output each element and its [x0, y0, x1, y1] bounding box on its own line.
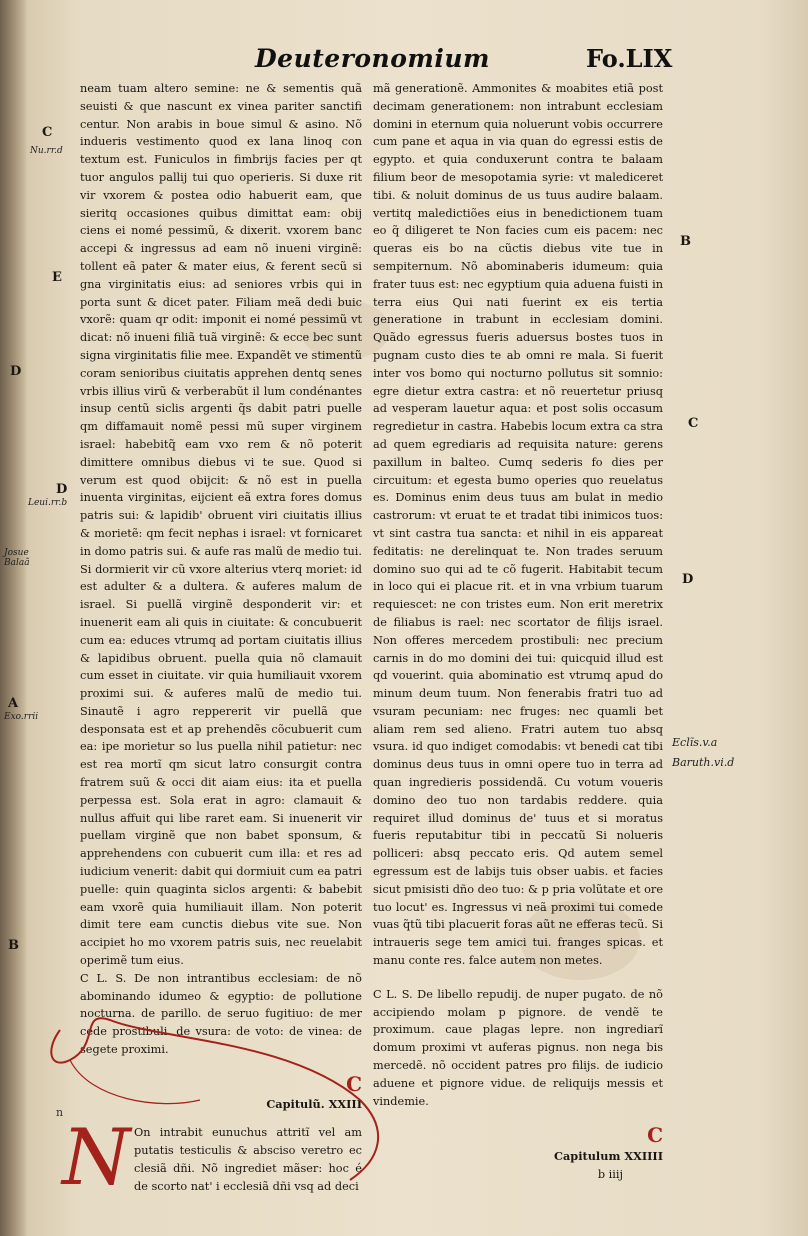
margin-section-letter: D: [682, 572, 694, 587]
left-column: [56, 80, 362, 1204]
chapter-label: Capitulum XXIIII: [554, 1149, 663, 1164]
right-chapter-heading: [373, 1110, 663, 1165]
rubric-paragraph-mark: C: [346, 1071, 362, 1096]
chapter-label: Capitulũ. XXIII: [266, 1097, 362, 1112]
left-chapter-heading: [80, 1059, 362, 1114]
margin-note: Josue Balaã: [4, 548, 30, 568]
right-column: [373, 80, 663, 1184]
margin-section-letter: C: [42, 125, 53, 140]
signature-mark: b iiij: [597, 1167, 623, 1181]
margin-note: Nu.rr.d: [30, 146, 63, 156]
margin-note: Baruth.vi.d: [672, 756, 735, 769]
drop-cap-initial: N: [62, 1113, 131, 1204]
chapter-opening: [56, 1106, 362, 1204]
guide-letter: n: [56, 1106, 64, 1120]
margin-section-letter: D: [10, 364, 22, 379]
margin-section-letter: B: [8, 938, 19, 953]
margin-note: Leui.rr.b: [28, 498, 68, 508]
margin-section-letter: C: [688, 416, 699, 431]
folio-number: Fo.LIX: [586, 44, 673, 73]
margin-section-letter: A: [8, 696, 19, 711]
chapter-opening-text: On intrabit eunuchus attritĩ vel am putatis testiculis & absciso veretro ec clesiã dñi. Nõ ingrediet mãser: hoc é de scorto nat' i ecclesiã dñi vsq ad deci: [134, 1126, 362, 1193]
rubric-paragraph-mark: C: [647, 1123, 663, 1148]
left-chapter-summary: C L. S. De non intrantibus ecclesiam: de nõ abominando idumeo & egyptio: de pollutione nocturna. de parillo. de seruo fugitiuo: de mer cede prostibuli. de vsura: de voto: de vinea: de segete proximi.: [80, 971, 362, 1057]
margin-section-letter: D: [56, 482, 68, 497]
margin-note: Eclĩs.v.a: [672, 736, 718, 749]
right-body-text: mã generationẽ. Ammonites & moabites etiã post decimam generationem: non intrabunt ecclesiam domini in eternum quia noluerunt vobis occurrere cum pane et aqua in via quan do egressi estis de egypto. et quia conduxerunt contra te balaam filium beor de mesopotamia syrie: vt malediceret tibi. & noluit dominus de us tuus audire balaam. vertitq maledictiões eius in benedictionem tuam eo q̃ diligeret te Non facies cum eis pacem: nec queras eis bo na cũctis diebus vite tue in sempiternum. Nõ abominaberis idumeum: quia frater tuus est: nec egyptium quia aduena fuisti in terra eius Qui nati fuerint ex eis tertia generatione in trabunt in ecclesiam domini. Quãdo egressus fueris aduersus bostes tuos in pugnam custo dies te ab omni re mala. Si fuerit inter vos bomo qui nocturno pollutus sit somnio: egre dietur extra castra: et nõ reuertetur priusq ad vesperam lauetur aqua: et post solis occasum regredietur in castra. Habebis locum extra ca stra ad quem egrediaris ad requisita nature: gerens paxillum in balteo. Cumq sederis fo dies per circuitum: et egesta bumo operies quo reuelatus es. Dominus enim deus tuus am bulat in medio castrorum: vt eruat te et tradat tibi inimicos tuos: vt sint castra tua sancta: et nihil in eis appareat feditatis: ne derelinquat te. Non trades seruum domino suo qui ad te cõ fugerit. Habitabit tecum in loco qui ei placue rit. et in vna vrbium tuarum requiescet: ne con tristes eum. Non erit meretrix de filiabus is rael: nec scortator de filijs israel. Non offeres mercedem prostibuli: nec precium carnis in do mo domini dei tui: quicquid illud est qd vouerint. quia abominatio est vtrumq apud do minum deum tuum. Non fenerabis fratri tuo ad vsuram pecuniam: nec fruges: nec quamli bet aliam rem sed alieno. Fratri autem tuo absq vsura. id quo indiget comodabis: vt benedi cat tibi dominus deus tuus in omni opere tuo in terra ad quan ingredieris possidendã. Cu votum voueris domino deo tuo non tardabis reddere. quia requiret illud dominus de' tuus et si moratus fueris reputabitur tibi in peccatũ Si nolueris polliceri: absq peccato eris. Qd autem semel egressum est de labijs tuis obser uabis. et facies sicut pmisisti dño deo tuo: & p pria volũtate et ore tuo locut' es. Ingressus vi neã proximi tui comede vuas q̃tũ tibi placuerit foras aũt ne efferas tecũ. Si intraueris sege tem amici tui. franges spicas. et manu conte res. falce autem non metes.: [373, 82, 663, 968]
margin-section-letter: E: [52, 270, 62, 285]
book-gutter: [0, 0, 39, 1236]
margin-section-letter: B: [680, 234, 691, 249]
running-head: Deuteronomium: [255, 44, 490, 73]
left-body-text: neam tuam altero semine: ne & sementis quã seuisti & que nascunt ex vinea pariter sanctifi centur. Non arabis in boue simul & asino. Nõ indueris vestimento quod ex lana linoq con textum est. Funiculos in fimbrijs facies per qt tuor angulos pallij tui quo operieris. Si duxe rit vir vxorem & postea odio habuerit eam, que sieritq occasiones quibus dimittat eam: obij ciens ei nomé pessimũ, & dixerit. vxorem banc accepi & ingressus ad eam nõ inueni virginẽ: tollent eã pater & mater eius, & ferent secũ si gna virginitatis eius: ad seniores vrbis qui in porta sunt & dicet pater. Filiam meã dedi buic vxorẽ: quam qr odit: imponit ei nomé pessimũ vt dicat: nõ inueni filiã tuã virginẽ: & ecce bec sunt signa virginitatis filie mee. Expandẽt ve stimentũ coram senioribus ciuitatis apprehen dentq senes vrbis illius virũ & verberabũt il lum condénantes insup centũ siclis argenti q̃s dabit patri puelle qm diffamauit nomẽ pessi mũ super virginem israel: habebitq̃ eam vxo rem & nõ poterit dimittere omnibus diebus vi te sue. Quod si verum est quod obijcit: & nõ est in puella inuenta virginitas, eijcient eã extra fores domus patris sui: & lapidib' obruent viri ciuitatis illius & morietẽ: qm fecit nephas i israel: vt fornicaret in domo patris sui. & aufe ras malũ de medio tui. Si dormierit vir cũ vxore alterius vterq moriet: id est adulter & a dultera. & auferes malum de israel. Si puellã virginẽ desponderit vir: et inuenerit eam ali quis in ciuitate: & concubuerit cum ea: educes vtrumq ad portam ciuitatis illius & lapidibus obruent. puella quia nõ clamauit cum esset in ciuitate. vir quia humiliauit vxorem proximi sui. & auferes malũ de medio tui. Sinautẽ i agro reppererit vir puellã que desponsata est et ap prehendẽs cõcubuerit cum ea: ipe morietur so lus puella nihil patietur: nec est rea mortĩ qm sicut latro consurgit contra fratrem suũ & occi dit aiam eius: ita et puella perpessa est. Sola erat in agro: clamauit & nullus affuit qui libe raret eam. Si inuenerit vir puellam virginẽ que non babet sponsum, & apprehendens con cubuerit cum illa: et res ad iudicium venerit: dabit qui dormiuit cum ea patri puelle: quin quaginta siclos argenti: & babebit eam vxorẽ quia humiliauit illam. Non poterit dimit tere eam cunctis diebus vite sue. Non accipiet ho mo vxorem patris suis, nec reuelabit operimẽ tum eius.: [80, 82, 362, 968]
right-chapter-summary: C L. S. De libello repudij. de nuper pugato. de nõ accipiendo molam p pignore. de vendẽ te proximum. caue plagas lepre. non ingrediarĩ domum proximi vt auferas pignus. non nega bis mercedẽ. nõ occident patres pro filijs. de iudicio aduene et pignore vidue. de reliquijs messis et vindemie.: [373, 987, 663, 1108]
margin-note: Exo.rrii: [4, 712, 39, 722]
